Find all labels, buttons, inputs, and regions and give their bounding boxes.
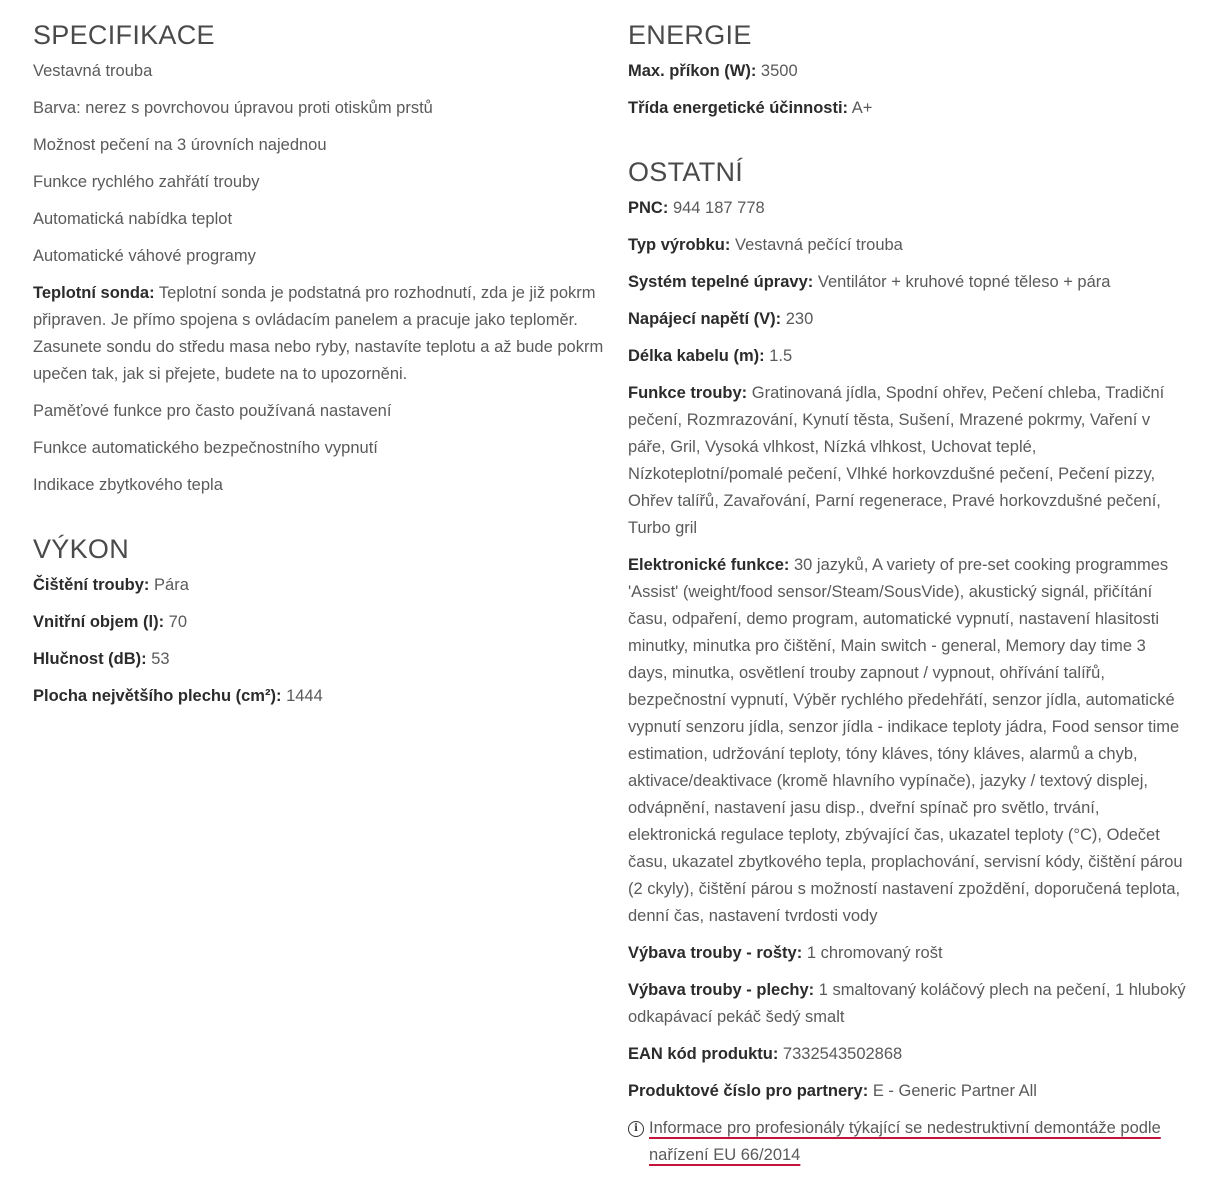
spec-row <box>628 232 1188 259</box>
spec-key: Délka kabelu (m): <box>628 347 765 365</box>
spec-item: Automatické váhové programy <box>33 247 256 265</box>
spec-value: E - Generic Partner All <box>872 1082 1037 1100</box>
spec-row <box>628 195 1188 222</box>
spec-value: A+ <box>851 99 873 117</box>
spec-value: 30 jazyků, A variety of pre-set cooking programmes 'Assist' (weight/food sensor/Steam/SousVide), akustický signál, přičítání času, odpaření, demo program, automatické vypnutí, nastavení hlasitosti minutky, minutka pro čištění, Main switch - general, Memory day time 3 days, minutka, osvětlení trouby zapnout / vypnout, ohřívání talířů, bezpečnostní vypnutí, Výběr rychlého předehřátí, senzor jídla, automatické vypnutí senzoru jídla, senzor jídla - indikace teploty jádra, Food sensor time estimation, udržování teploty, tóny kláves, tóny kláves, alarmů a chyb, aktivace/deaktivace (kromě hlavního vypínače), jazyky / textový displej, odvápnění, nastavení jasu disp., dveřní spínač pro světlo, trvání, elektronická regulace teploty, zbývající čas, ukazatel teploty (°C), Odečet času, ukazatel zbytkového tepla, proplachování, servisní kódy, čištění párou (2 ckyly), čištění párou s možností nastavení zpoždění, doporučená teplota, denní čas, nastavení tvrdosti vody <box>628 556 1183 925</box>
spec-row <box>628 269 1188 296</box>
spec-key: Plocha největšího plechu (cm²): <box>33 687 282 705</box>
spec-row <box>628 552 1188 930</box>
spec-row <box>628 977 1188 1031</box>
spec-value: 1 smaltovaný koláčový plech na pečení, 1 hluboký odkapávací pekáč šedý smalt <box>628 981 1186 1026</box>
spec-row <box>628 343 1188 370</box>
spec-key: Typ výrobku: <box>628 236 731 254</box>
spec-item: Paměťové funkce pro často používaná nastavení <box>33 402 392 420</box>
spec-row <box>33 646 605 673</box>
section-title-ostatni: OSTATNÍ <box>628 157 744 187</box>
spec-key: Max. příkon (W): <box>628 62 757 80</box>
spec-row <box>33 609 605 636</box>
spec-value: 70 <box>168 613 188 631</box>
spec-key: PNC: <box>628 199 669 217</box>
spec-row <box>628 1041 1188 1068</box>
spec-row <box>628 940 1188 967</box>
spec-item: Indikace zbytkového tepla <box>33 476 223 494</box>
spec-row <box>628 380 1188 542</box>
spec-value: 1444 <box>286 687 323 705</box>
section-title-vykon: VÝKON <box>33 534 130 564</box>
spec-value: 53 <box>151 650 170 668</box>
spec-item-teplotni-sonda <box>33 280 605 388</box>
spec-row <box>33 683 605 710</box>
spec-key: Vnitřní objem (l): <box>33 613 165 631</box>
spec-row <box>628 95 1188 122</box>
spec-row <box>33 572 605 599</box>
spec-value: Teplotní sonda je podstatná pro rozhodnutí, zda je již pokrm připraven. Je přímo spojena s ovládacím panelem a pracuje jako teploměr. Zasunete sondu do středu masa nebo ryby, nastavíte teplotu a až bude pokrm upečen tak, jak si přejete, budete na to upozorněni. <box>33 284 604 383</box>
spec-value: 944 187 778 <box>672 199 765 217</box>
spec-item: Automatická nabídka teplot <box>33 210 233 228</box>
spec-value: 3500 <box>760 62 798 80</box>
spec-key: Elektronické funkce: <box>628 556 790 574</box>
spec-item: Barva: nerez s povrchovou úpravou proti otiskům prstů <box>33 99 433 117</box>
spec-value: Vestavná pečící trouba <box>734 236 903 254</box>
spec-item: Funkce rychlého zahřátí trouby <box>33 173 260 191</box>
spec-value: 1 chromovaný rošt <box>806 944 943 962</box>
spec-row <box>628 58 1188 85</box>
spec-key: Napájecí napětí (V): <box>628 310 782 328</box>
spec-row <box>628 306 1188 333</box>
spec-value: 230 <box>785 310 814 328</box>
section-title-specifikace: SPECIFIKACE <box>33 20 215 50</box>
spec-item: Funkce automatického bezpečnostního vypnutí <box>33 439 378 457</box>
left-column <box>33 18 605 720</box>
spec-item: Vestavná trouba <box>33 62 153 80</box>
spec-key: Produktové číslo pro partnery: <box>628 1082 869 1100</box>
spec-value: 7332543502868 <box>782 1045 903 1063</box>
eu-disassembly-info-link[interactable]: Informace pro profesionály týkající se nedestruktivní demontáže podle nařízení EU 66/2014 <box>649 1119 1161 1164</box>
spec-key: Systém tepelné úpravy: <box>628 273 814 291</box>
spec-value: Ventilátor + kruhové topné těleso + pára <box>817 273 1111 291</box>
spec-key: Třída energetické účinnosti: <box>628 99 849 117</box>
spec-key: Teplotní sonda: <box>33 284 155 302</box>
spec-row <box>628 1078 1188 1105</box>
spec-value: Gratinovaná jídla, Spodní ohřev, Pečení chleba, Tradiční pečení, Rozmrazování, Kynutí těsta, Sušení, Mrazené pokrmy, Vaření v páře, Gril, Vysoká vlhkost, Nízká vlhkost, Uchovat teplé, Nízkoteplotní/pomalé pečení, Vlhké horkovzdušné pečení, Pečení pizzy, Ohřev talířů, Zavařování, Parní regenerace, Pravé horkovzdušné pečení, Turbo gril <box>628 384 1165 537</box>
spec-key: Funkce trouby: <box>628 384 748 402</box>
spec-key: Výbava trouby - rošty: <box>628 944 803 962</box>
info-circle-icon: i <box>628 1121 644 1137</box>
spec-key: Čištění trouby: <box>33 576 150 594</box>
spec-key: Hlučnost (dB): <box>33 650 147 668</box>
section-title-energie: ENERGIE <box>628 20 752 50</box>
spec-value: 1.5 <box>769 347 793 365</box>
spec-value: Pára <box>154 576 189 594</box>
spec-key: Výbava trouby - plechy: <box>628 981 815 999</box>
right-column <box>628 18 1188 1169</box>
eu-disassembly-info <box>628 1115 1188 1169</box>
spec-item: Možnost pečení na 3 úrovních najednou <box>33 136 327 154</box>
spec-key: EAN kód produktu: <box>628 1045 779 1063</box>
